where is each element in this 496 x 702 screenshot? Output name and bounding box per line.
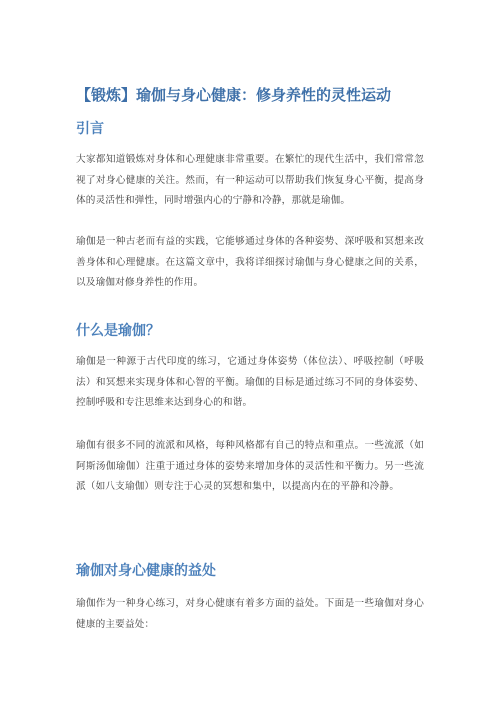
intro-paragraph-1: 大家都知道锻炼对身体和心理健康非常重要。在繁忙的现代生活中，我们常常忽视了对身心健康的关注。然而，有一种运动可以帮助我们恢复身心平衡，提高身体的灵活性和弹性，同时增强内心的宁静和冷静，那就是瑜伽。 — [76, 154, 424, 206]
what-is-yoga-paragraph-2: 瑜伽有很多不同的流派和风格，每种风格都有自己的特点和重点。一些流派（如阿斯汤伽瑜伽）注重于通过身体的姿势来增加身体的灵活性和平衡力。另一些流派（如八支瑜伽）则专注于心灵的冥想和集中，以提高内在的平静和冷静。 — [76, 440, 424, 492]
benefits-paragraph-1: 瑜伽作为一种身心练习，对身心健康有着多方面的益处。下面是一些瑜伽对身心健康的主要益处： — [76, 598, 424, 630]
what-is-yoga-paragraph-1: 瑜伽是一种源于古代印度的练习，它通过身体姿势（体位法）、呼吸控制（呼吸法）和冥想来实现身体和心智的平衡。瑜伽的目标是通过练习不同的身体姿势、控制呼吸和专注思维来达到身心的和谐。 — [76, 356, 424, 408]
section-heading-what-is-yoga: 什么是瑜伽？ — [76, 323, 160, 339]
intro-paragraph-2: 瑜伽是一种古老而有益的实践，它能够通过身体的各种姿势、深呼吸和冥想来改善身体和心理健康。在这篇文章中，我将详细探讨瑜伽与身心健康之间的关系，以及瑜伽对修身养性的作用。 — [76, 236, 424, 288]
section-heading-benefits: 瑜伽对身心健康的益处 — [76, 563, 216, 579]
article-title: 【锻炼】瑜伽与身心健康：修身养性的灵性运动 — [76, 86, 392, 104]
section-heading-intro: 引言 — [76, 121, 104, 137]
